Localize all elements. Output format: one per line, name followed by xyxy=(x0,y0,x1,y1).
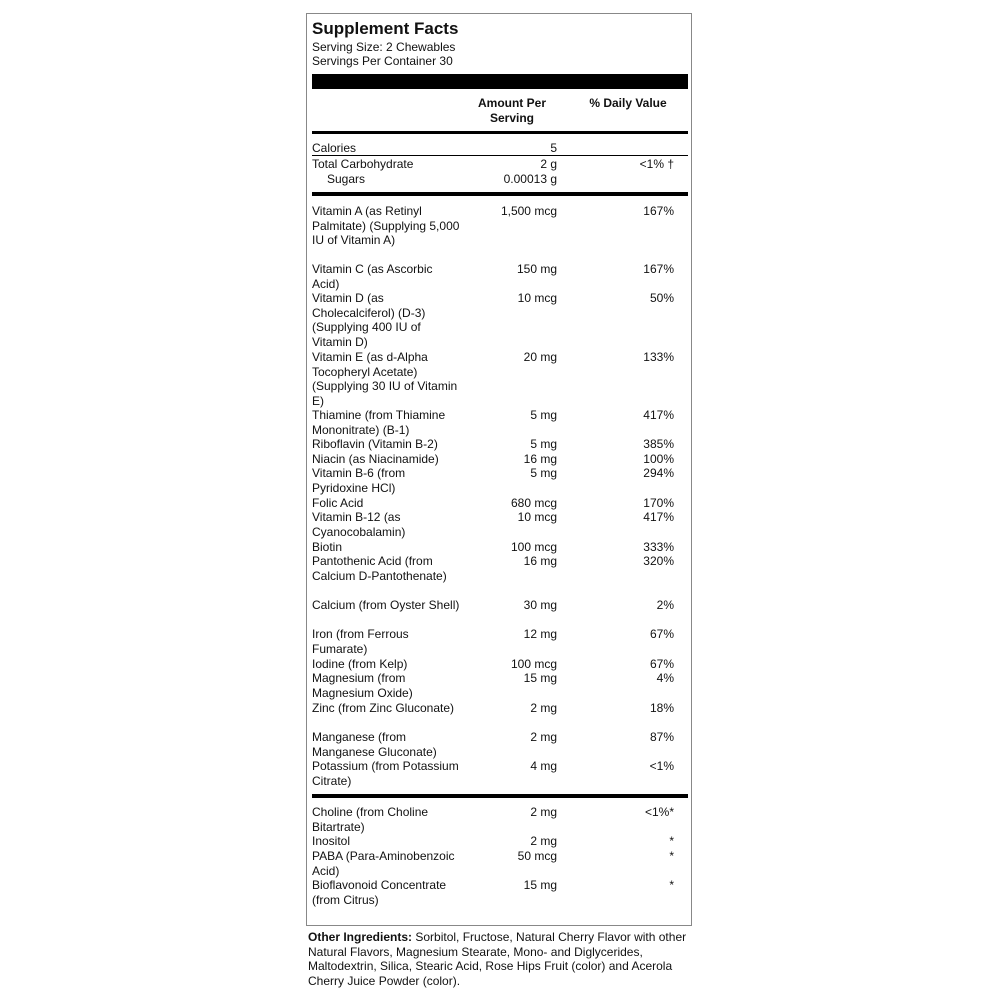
nutrient-dv: 294% xyxy=(643,466,674,480)
nutrient-dv: <1% † xyxy=(639,157,674,171)
nutrient-name: Pantothenic Acid (from Calcium D-Pantothenate) xyxy=(312,554,447,583)
nutrient-dv: 67% xyxy=(649,657,674,671)
nutrient-amount: 100 mcg xyxy=(510,657,557,671)
nutrient-amount: 30 mg xyxy=(523,598,557,612)
nutrient-amount: 5 mg xyxy=(530,466,557,480)
nutrient-amount: 10 mcg xyxy=(517,510,557,524)
nutrient-dv: * xyxy=(669,834,674,848)
nutrient-amount: 50 mcg xyxy=(517,849,557,863)
nutrient-name: Choline (from Choline Bitartrate) xyxy=(312,805,429,834)
nutrient-amount: 15 mg xyxy=(523,671,557,685)
nutrient-dv: * xyxy=(669,849,674,863)
nutrient-amount: 150 mg xyxy=(516,262,557,276)
nutrient-amount: 2 mg xyxy=(530,701,557,715)
nutrient-dv: 18% xyxy=(649,701,674,715)
nutrient-dv: <1% xyxy=(649,759,674,773)
nutrient-amount: 100 mcg xyxy=(510,540,557,554)
nutrient-name: Vitamin A (as Retinyl Palmitate) (Supplying 5,000 IU of Vitamin A) xyxy=(312,204,460,248)
thick-divider xyxy=(312,74,688,89)
nutrient-amount: 2 mg xyxy=(530,834,557,848)
nutrient-amount: 16 mg xyxy=(523,452,557,466)
nutrient-name: Potassium (from Potassium Citrate) xyxy=(312,759,459,788)
nutrient-name: Vitamin D (as Cholecalciferol) (D-3) (Supplying 400 IU of Vitamin D) xyxy=(312,291,426,349)
nutrient-amount: 1,500 mcg xyxy=(500,204,557,218)
nutrient-amount: 2 mg xyxy=(530,730,557,744)
amount-header: Amount Per Serving xyxy=(477,96,546,125)
nutrient-amount: 16 mg xyxy=(523,554,557,568)
nutrient-dv: 4% xyxy=(656,671,674,685)
nutrient-name: Thiamine (from Thiamine Mononitrate) (B-1) xyxy=(312,408,446,437)
nutrient-name: Vitamin E (as d-Alpha Tocopheryl Acetate) (Supplying 30 IU of Vitamin E) xyxy=(312,350,458,408)
nutrient-name: Sugars xyxy=(327,172,366,186)
daily-value-header: % Daily Value xyxy=(589,96,667,110)
nutrient-dv: 170% xyxy=(643,496,674,510)
panel-title: Supplement Facts xyxy=(312,19,459,38)
other-ingredients xyxy=(308,930,692,989)
nutrient-dv: 333% xyxy=(643,540,674,554)
other-ingredients-label: Other Ingredients: xyxy=(308,930,413,944)
nutrient-amount: 5 mg xyxy=(530,437,557,451)
nutrient-dv: 417% xyxy=(643,408,674,422)
nutrient-name: Iron (from Ferrous Fumarate) xyxy=(312,627,409,656)
nutrient-dv: * xyxy=(669,878,674,892)
section-divider xyxy=(312,794,688,798)
nutrient-dv: 417% xyxy=(643,510,674,524)
nutrient-dv: 67% xyxy=(649,627,674,641)
nutrient-name: Niacin (as Niacinamide) xyxy=(312,452,439,466)
nutrient-dv: 385% xyxy=(643,437,674,451)
nutrient-name: Magnesium (from Magnesium Oxide) xyxy=(312,671,413,700)
nutrient-amount: 10 mcg xyxy=(517,291,557,305)
nutrient-name: Calories xyxy=(312,141,357,155)
section-divider xyxy=(312,192,688,196)
nutrient-amount: 0.00013 g xyxy=(503,172,557,186)
nutrient-name: Bioflavonoid Concentrate (from Citrus) xyxy=(312,878,447,907)
nutrient-amount: 680 mcg xyxy=(510,496,557,510)
nutrient-amount: 5 mg xyxy=(530,408,557,422)
nutrient-name: PABA (Para-Aminobenzoic Acid) xyxy=(312,849,455,878)
nutrient-amount: 12 mg xyxy=(523,627,557,641)
nutrient-name: Inositol xyxy=(312,834,351,848)
nutrient-name: Total Carbohydrate xyxy=(312,157,414,171)
nutrient-name: Riboflavin (Vitamin B-2) xyxy=(312,437,438,451)
header-divider xyxy=(312,131,688,134)
nutrient-amount: 4 mg xyxy=(530,759,557,773)
nutrient-dv: 167% xyxy=(643,204,674,218)
nutrient-dv: 320% xyxy=(643,554,674,568)
thin-divider xyxy=(312,155,688,156)
nutrient-dv: 167% xyxy=(643,262,674,276)
nutrient-dv: <1%* xyxy=(644,805,674,819)
nutrient-dv: 133% xyxy=(643,350,674,364)
other-ingredients-text: Sorbitol, Fructose, Natural Cherry Flavor with other Natural Flavors, Magnesium Stearate, Mono- and Diglycerides, Maltodextrin, Silica, Stearic Acid, Rose Hips Fruit (color) and Acerola Cherry Juice Powder (color). xyxy=(308,930,687,989)
nutrient-name: Manganese (from Manganese Gluconate) xyxy=(312,730,437,759)
nutrient-name: Folic Acid xyxy=(312,496,364,510)
nutrient-name: Biotin xyxy=(312,540,343,554)
nutrient-name: Vitamin C (as Ascorbic Acid) xyxy=(312,262,433,291)
servings-per-container: Servings Per Container 30 xyxy=(312,54,453,68)
nutrient-name: Iodine (from Kelp) xyxy=(312,657,408,671)
supplement-facts-panel xyxy=(306,13,692,926)
nutrient-name: Vitamin B-12 (as Cyanocobalamin) xyxy=(312,510,406,539)
nutrient-dv: 50% xyxy=(649,291,674,305)
nutrient-name: Vitamin B-6 (from Pyridoxine HCl) xyxy=(312,466,406,495)
nutrient-dv: 87% xyxy=(649,730,674,744)
nutrient-amount: 5 xyxy=(550,141,557,155)
nutrient-name: Calcium (from Oyster Shell) xyxy=(312,598,460,612)
nutrient-amount: 2 mg xyxy=(530,805,557,819)
nutrient-amount: 20 mg xyxy=(523,350,557,364)
nutrient-amount: 15 mg xyxy=(523,878,557,892)
nutrient-dv: 2% xyxy=(656,598,674,612)
serving-size: Serving Size: 2 Chewables xyxy=(312,40,456,54)
nutrient-dv: 100% xyxy=(643,452,674,466)
nutrient-amount: 2 g xyxy=(540,157,557,171)
nutrient-name: Zinc (from Zinc Gluconate) xyxy=(312,701,455,715)
